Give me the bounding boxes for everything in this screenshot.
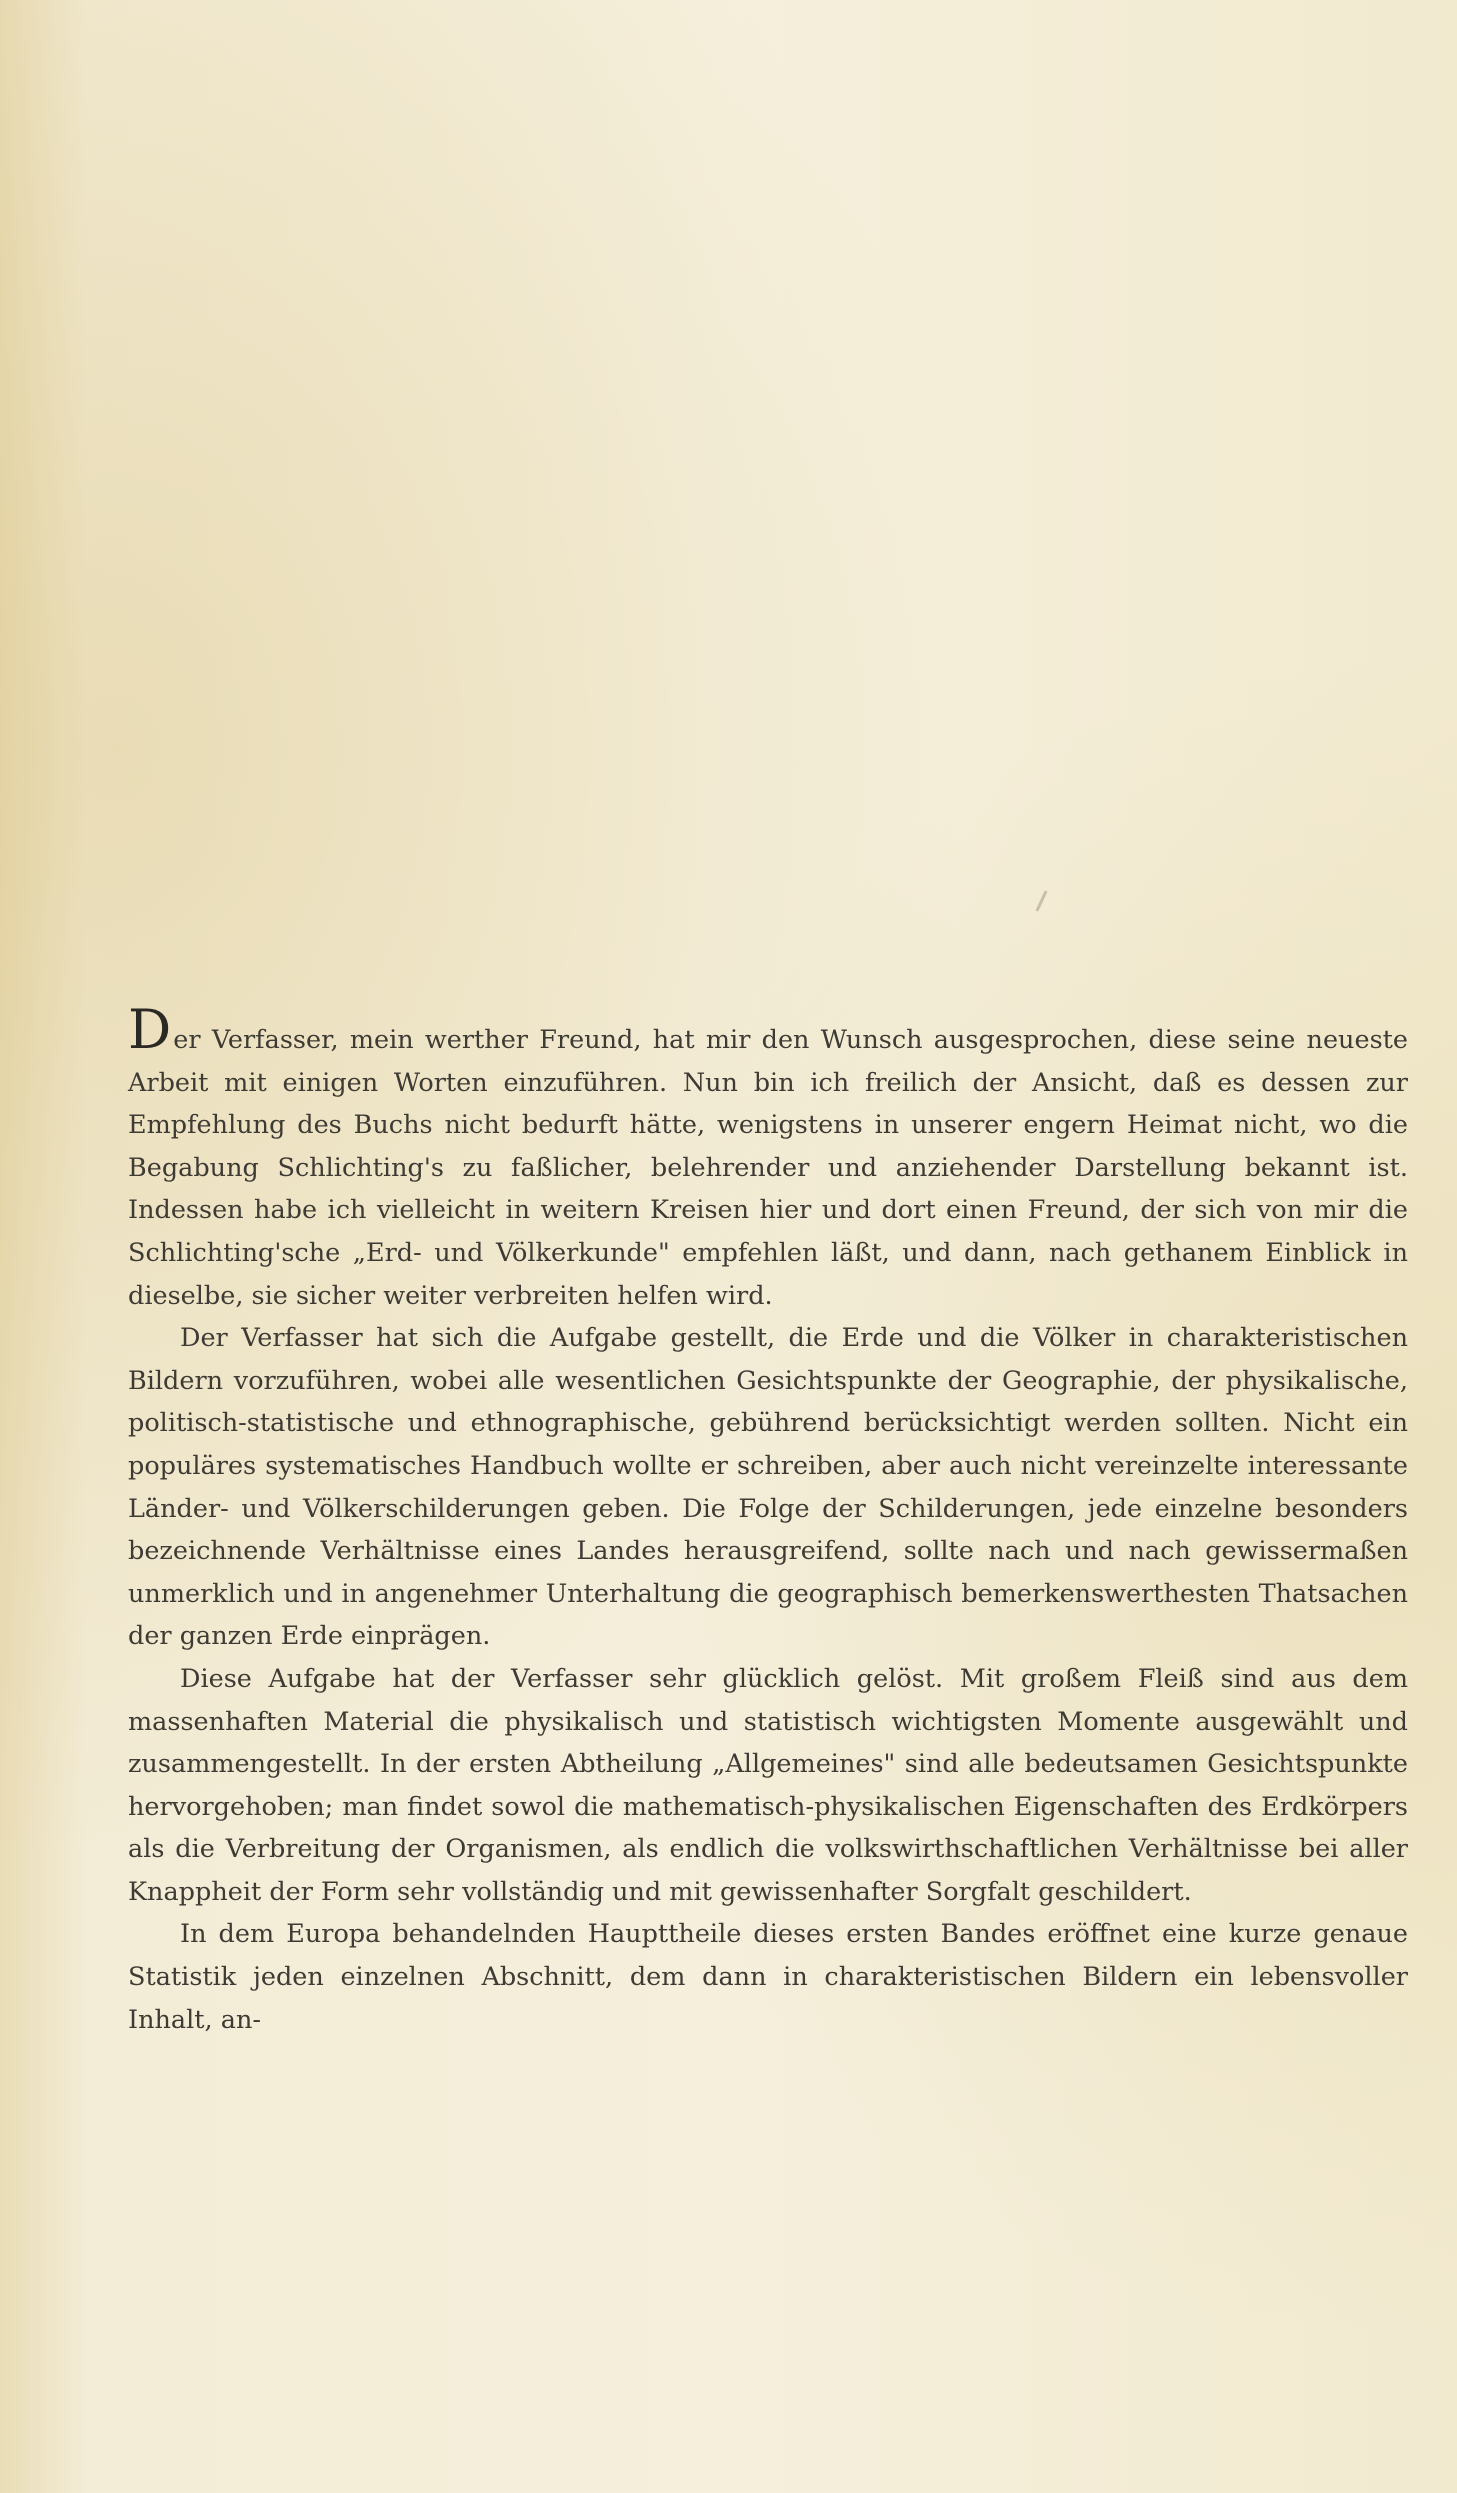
paragraph-2: Der Verfasser hat sich die Aufgabe gestellt, die Erde und die Völker in charakteristischen Bildern vorzuführen, wobei alle wesentlichen Gesichtspunkte der Geographie, der physikalische, politisch-statistische und ethnographische, gebührend berücksichtigt werden sollten. Nicht ein populäres systematisches Handbuch wollte er schreiben, aber auch nicht vereinzelte interessante Länder- und Völkerschilderungen geben. Die Folge der Schilderungen, jede einzelne besonders bezeichnende Verhältnisse eines Landes herausgreifend, sollte nach und nach gewissermaßen unmerklich und in angenehmer Unterhaltung die geographisch bemerkenswerthesten Thatsachen der ganzen Erde einprägen. [128,1323,1408,1652]
stray-ink-mark [1035,890,1047,911]
paragraph-3: Diese Aufgabe hat der Verfasser sehr glücklich gelöst. Mit großem Fleiß sind aus dem massenhaften Material die physikalisch und statistisch wichtigsten Momente ausgewählt und zusammengestellt. In der ersten Abtheilung „Allgemeines" sind alle bedeutsamen Gesichtspunkte hervorgehoben; man findet sowol die mathematisch-physikalischen Eigenschaften des Erdkörpers als die Verbreitung der Organismen, als endlich die volkswirthschaftlichen Verhältnisse bei aller Knappheit der Form sehr vollständig und mit gewissenhafter Sorgfalt geschildert. [128,1663,1408,1907]
drop-cap-letter: D [128,998,172,1061]
paragraph-1-body: er Verfasser, mein werther Freund, hat mir den Wunsch ausgesprochen, diese seine neueste Arbeit mit einigen Worten einzuführen. Nun bin ich freilich der Ansicht, daß es dessen zur Empfehlung des Buchs nicht bedurft hätte, wenigstens in unserer engern Heimat nicht, wo die Begabung Schlichting's zu faßlicher, belehrender und anziehender Darstellung bekannt ist. Indessen habe ich vielleicht in weitern Kreisen hier und dort einen Freund, der sich von mir die Schlichting'sche „Erd- und Völkerkunde" empfehlen läßt, und dann, nach gethanem Einblick in dieselbe, sie sicher weiter verbreiten helfen wird. [128,1025,1408,1311]
paragraph-4: In dem Europa behandelnden Haupttheile dieses ersten Bandes eröffnet eine kurze genaue Statistik jeden einzelnen Abschnitt, dem dann in charakteristischen Bildern ein lebensvoller Inhalt, an- [128,1919,1408,2035]
paragraph-1 [128,998,1408,1317]
foreword-text [128,998,1408,2041]
